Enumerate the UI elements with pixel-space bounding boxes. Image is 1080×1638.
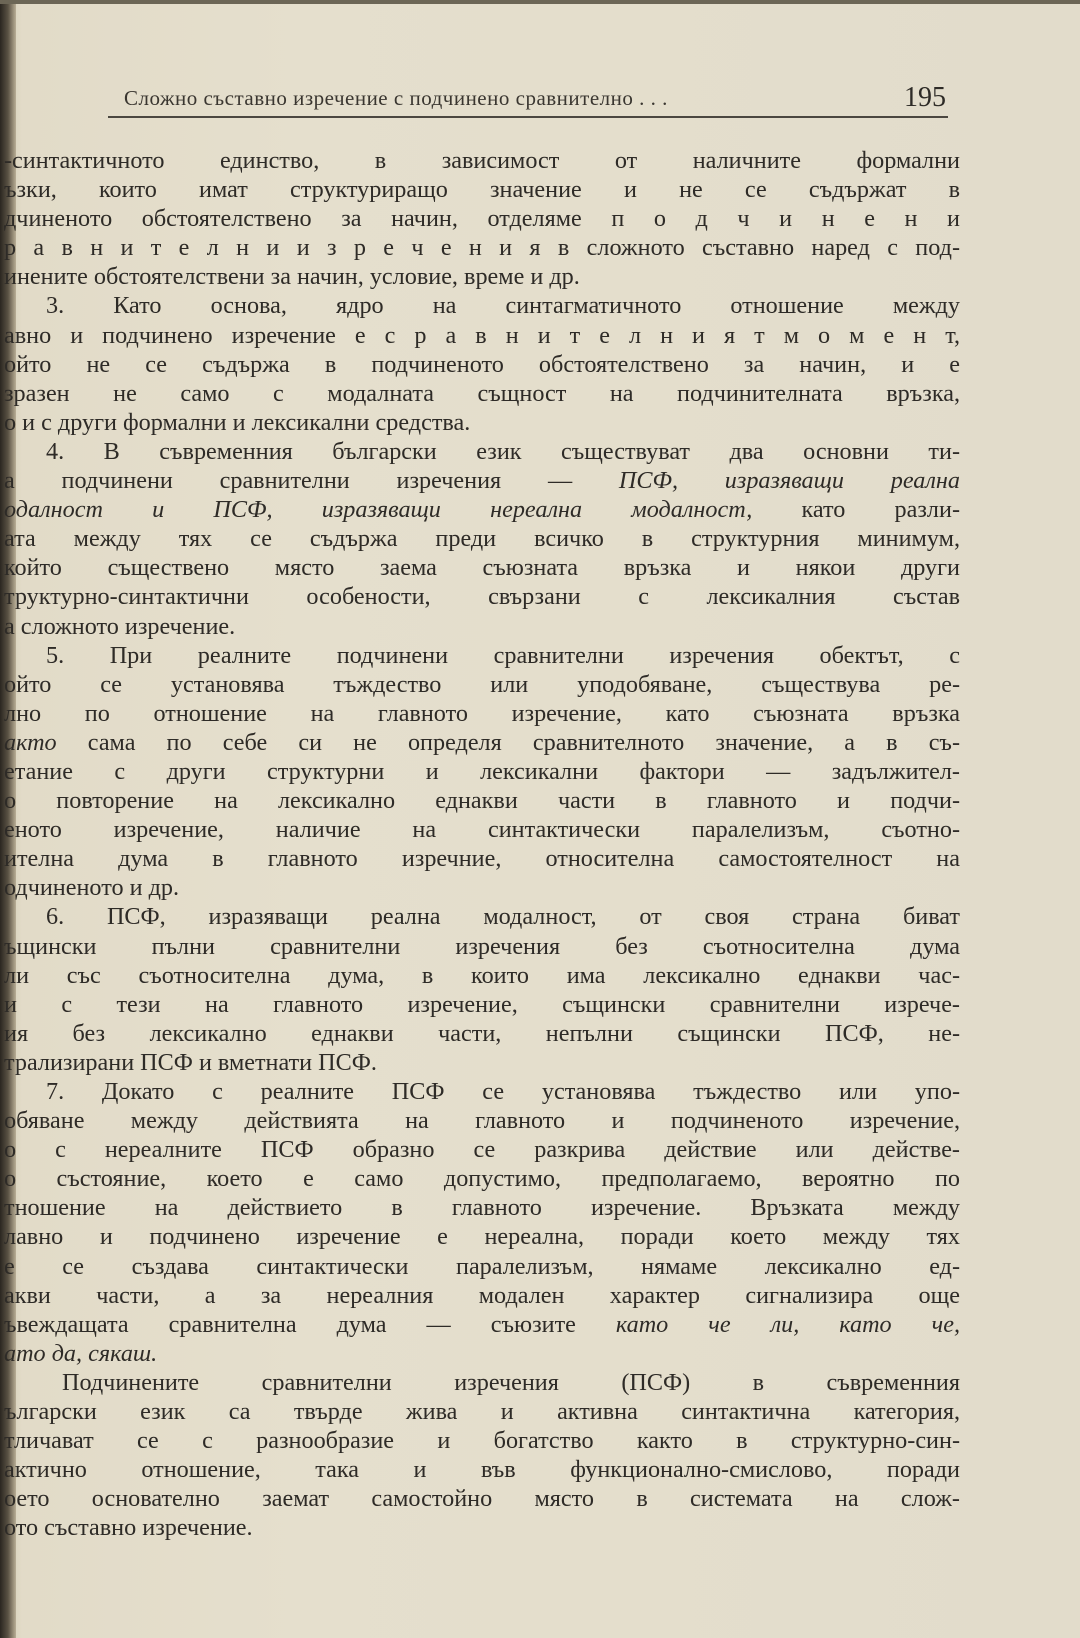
text-line: а сложното изречение. xyxy=(4,612,236,640)
text-line xyxy=(4,495,960,524)
text-line: авно и подчинено изречение е с р а в н и т е л н и я т м о м е н т, xyxy=(4,321,960,349)
text-line: е се създава синтактически паралелизъм, нямаме лексикално ед- xyxy=(4,1252,960,1280)
text-line: оето основателно заемат самостойно място в системата на слож- xyxy=(4,1485,960,1513)
italic-segment: ато да, сякаш. xyxy=(4,1339,158,1367)
text-line: актично отношение, така и във функционално-смислово, поради xyxy=(4,1456,960,1484)
text-line xyxy=(4,728,960,757)
text-line xyxy=(4,1339,960,1368)
text-line: одчиненото и др. xyxy=(4,874,180,902)
text-line: еното изречение, наличие на синтактически паралелизъм, съотно- xyxy=(4,816,960,844)
text-line: дчиненото обстоятелствено за начин, отделяме п о д ч и н е н и xyxy=(4,205,960,233)
italic-segment: ПСФ, изразяващи реална xyxy=(618,467,960,495)
page-header xyxy=(124,82,946,114)
text-line: о с нереалните ПСФ образно се разкрива действие или действе- xyxy=(4,1136,960,1164)
text-line xyxy=(4,1310,960,1339)
text-line: 6. ПСФ, изразяващи реална модалност, от своя страна биват xyxy=(46,903,960,931)
text-line: 5. При реалните подчинени сравнителни изречения обектът, с xyxy=(46,641,960,669)
text-line: ойто не се съдържа в подчиненото обстоятелствено за начин, и е xyxy=(4,350,960,378)
text-line: 3. Като основа, ядро на синтагматичното отношение между xyxy=(46,292,960,320)
body-text xyxy=(4,146,960,1543)
text-line: ителна дума в главното изречние, относителна самостоятелност на xyxy=(4,845,960,873)
text-segment: а подчинени сравнителни изречения — xyxy=(4,467,573,495)
text-line: зразен не само с модалната същност на подчинителната връзка, xyxy=(4,379,960,407)
text-line: лавно и подчинено изречение е нереална, поради което между тях xyxy=(4,1223,960,1251)
text-line: ли със съотносителна дума, в които има лексикално еднакви час- xyxy=(4,961,960,989)
text-line: инените обстоятелствени за начин, условие, време и др. xyxy=(4,263,580,291)
text-line: труктурно-синтактични особености, свързани с лексикалния състав xyxy=(4,583,960,611)
text-line: лно по отношение на главното изречение, като съюзната връзка xyxy=(4,699,960,727)
text-line: ия без лексикално еднакви части, непълни същински ПСФ, не- xyxy=(4,1019,960,1047)
text-line: ото съставно изречение. xyxy=(4,1514,253,1542)
top-edge-rule xyxy=(0,0,1080,4)
text-line xyxy=(4,466,960,495)
text-line: 7. Докато с реалните ПСФ се установява тъждество или упо- xyxy=(46,1078,960,1105)
text-line: и с тези на главното изречение, същински сравнителни изрече- xyxy=(4,990,960,1018)
text-line: о състояние, което е само допустимо, предполагаемо, вероятно по xyxy=(4,1165,960,1193)
text-line: който съществено място заема съюзната връзка и някои други xyxy=(4,554,960,582)
text-line: ойто се установява тъждество или уподобяване, съществува ре- xyxy=(4,670,960,698)
text-line: тношение на действието в главното изречение. Връзката между xyxy=(4,1194,960,1222)
text-line: р а в н и т е л н и и з р е ч е н и я в сложното съставно наред с под- xyxy=(4,234,960,262)
text-line: ъщински пълни сравнителни изречения без съотносителна дума xyxy=(4,932,960,960)
header-rule xyxy=(108,116,948,118)
text-line: етание с други структурни и лексикални фактори — задължител- xyxy=(4,757,960,785)
text-line: -синтактичното единство, в зависимост от наличните формални xyxy=(4,147,960,174)
text-segment: като разли- xyxy=(752,496,960,524)
italic-segment: като че ли, като че, xyxy=(615,1310,960,1338)
text-line: Подчинените сравнителни изречения (ПСФ) в съвременния xyxy=(62,1368,960,1396)
text-segment: ъвеждащата сравнителна дума — съюзите xyxy=(4,1310,576,1338)
page-number: 195 xyxy=(904,82,946,113)
running-title: Сложно съставно изречение с подчинено сравнително . . . xyxy=(124,86,668,110)
text-line: ата между тях се съдържа преди всичко в структурния минимум, xyxy=(4,525,960,553)
text-line: акви части, а за нереалния модален характер сигнализира още xyxy=(4,1281,960,1309)
text-line: трализирани ПСФ и вметнати ПСФ. xyxy=(4,1048,377,1076)
text-line: ългарски език са твърде жива и активна синтактична категория, xyxy=(4,1398,960,1426)
italic-segment: одалност и ПСФ, изразяващи нереална модалност, xyxy=(4,496,753,524)
italic-segment: акто xyxy=(4,728,57,756)
text-line: тличават се с разнообразие и богатство както в структурно-син- xyxy=(4,1427,960,1455)
text-segment: сама по себе си не определя сравнителното значение, а в съ- xyxy=(56,728,960,756)
text-line: обяване между действията на главното и подчиненото изречение, xyxy=(4,1107,960,1135)
text-line: о повторение на лексикално еднакви части в главното и подчи- xyxy=(4,787,960,815)
text-line: 4. В съвременния български език съществуват два основни ти- xyxy=(46,437,960,465)
text-line: ъзки, които имат структуриращо значение и не се съдържат в xyxy=(4,176,960,204)
text-line: о и с други формални и лексикални средства. xyxy=(4,408,471,436)
